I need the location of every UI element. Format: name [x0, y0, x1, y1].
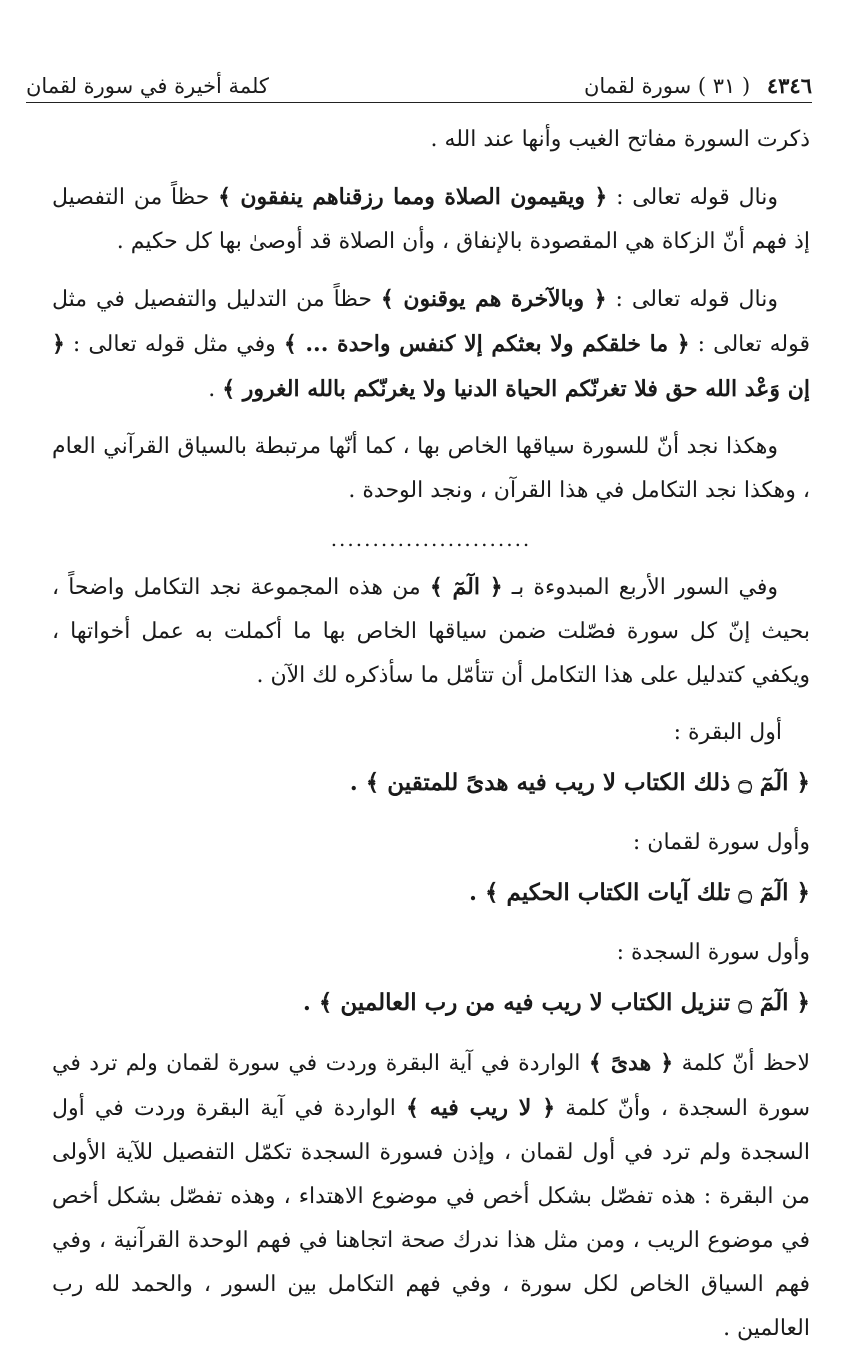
- quran-verse: ﴿ هدىً ﴾: [588, 1050, 674, 1076]
- verse-sajda: ﴿ الٓمٓ ۝ تنزيل الكتاب لا ريب فيه من رب العالمين ﴾ .: [302, 989, 810, 1016]
- paragraph-4: وهكذا نجد أنّ للسورة سياقها الخاص بها ، كما أنّها مرتبطة بالسياق القرآني العام ، وهكذا نجد التكامل في هذا القرآن ، ونجد الوحدة .: [52, 434, 810, 503]
- quran-verse: ﴿ وبالآخرة هم يوقنون ﴾: [380, 286, 607, 312]
- section-separator: ........................: [330, 527, 532, 551]
- paragraph-5: [52, 565, 810, 698]
- paragraph-5-text-b: من هذه المجموعة نجد التكامل واضحاً ، بحيث إنّ كل سورة فصّلت ضمن سياقها الخاص بها ما أكملت به عمل أخواتها ، ويكفي كتدليل على هذا التكامل أن تتأمّل ما سأذكره لك الآن .: [52, 575, 810, 688]
- verse-baqara: ﴿ الٓمٓ ۝ ذلك الكتاب لا ريب فيه هدىً للمتقين ﴾ .: [349, 769, 810, 796]
- paragraph-2: [52, 175, 810, 264]
- page-body: [52, 118, 810, 1351]
- paragraph-6-text-c: الواردة في آية البقرة وردت في أول السجدة ولم ترد في أول لقمان ، وإذن فسورة السجدة تكمّل التفصيل للآية الأولى من البقرة : هذه تفصّل بشكل أخص في موضوع الاهتداء ، وهذه تفصّل بشكل أخص في موضوع الريب ، ومن مثل هذا ندرك صحة اتجاهنا في فهم الوحدة القرآنية ، وفي فهم السياق الخاص لكل سورة ، وفي فهم التكامل بين السور ، والحمد لله رب العالمين .: [52, 1096, 810, 1341]
- paragraph-5-text-a: وفي السور الأربع المبدوءة بـ: [502, 575, 779, 600]
- paragraph-3: [52, 277, 810, 412]
- paragraph-2-text-a: ونال قوله تعالى :: [607, 185, 778, 210]
- label-sajda: وأول سورة السجدة :: [616, 940, 810, 965]
- paragraph-6-text-b: الواردة في آية البقرة وردت في سورة لقمان ولم ترد في سورة السجدة ، وأنّ كلمة: [52, 1051, 810, 1121]
- page-number: ٤٣٤٦: [766, 73, 812, 98]
- quran-verse: ﴿ إن وَعْد الله حق فلا تغرنّكم الحياة الدنيا ولا يغرنّكم بالله الغرور ﴾: [52, 331, 810, 402]
- paragraph-2-text-b: حظاً من التفصيل إذ فهم أنّ الزكاة هي المقصودة بالإنفاق ، وأن الصلاة قد أوصىٰ بها كل حكيم .: [52, 185, 810, 254]
- quran-verse: ﴿ لا ريب فيه ﴾: [406, 1095, 556, 1121]
- section-title: كلمة أخيرة في سورة لقمان: [26, 74, 269, 98]
- paragraph-1: ذكرت السورة مفاتح الغيب وأنها عند الله .: [430, 127, 810, 152]
- page-header: [26, 62, 812, 103]
- paragraph-6-text-a: لاحظ أنّ كلمة: [673, 1051, 810, 1076]
- label-baqara: أول البقرة :: [673, 720, 782, 745]
- paragraph-3-text-d: .: [208, 377, 223, 402]
- quran-verse: ﴿ الٓمٓ ﴾: [429, 574, 503, 600]
- label-luqman: وأول سورة لقمان :: [632, 830, 810, 855]
- header-right: [584, 73, 812, 98]
- paragraph-6: [52, 1041, 810, 1351]
- running-title: ( ٣١ ) سورة لقمان: [583, 74, 751, 98]
- paragraph-3-text-a: ونال قوله تعالى :: [606, 287, 778, 312]
- verse-luqman: ﴿ الٓمٓ ۝ تلك آيات الكتاب الحكيم ﴾ .: [469, 879, 810, 906]
- quran-verse: ﴿ ما خلقكم ولا بعثكم إلا كنفس واحدة ... ﴾: [283, 331, 690, 357]
- quran-verse: ﴿ ويقيمون الصلاة ومما رزقناهم ينفقون ﴾: [218, 184, 608, 210]
- paragraph-3-text-b: حظاً من التدليل والتفصيل في مثل قوله تعالى :: [52, 287, 810, 357]
- paragraph-3-text-c: وفي مثل قوله تعالى :: [64, 332, 284, 357]
